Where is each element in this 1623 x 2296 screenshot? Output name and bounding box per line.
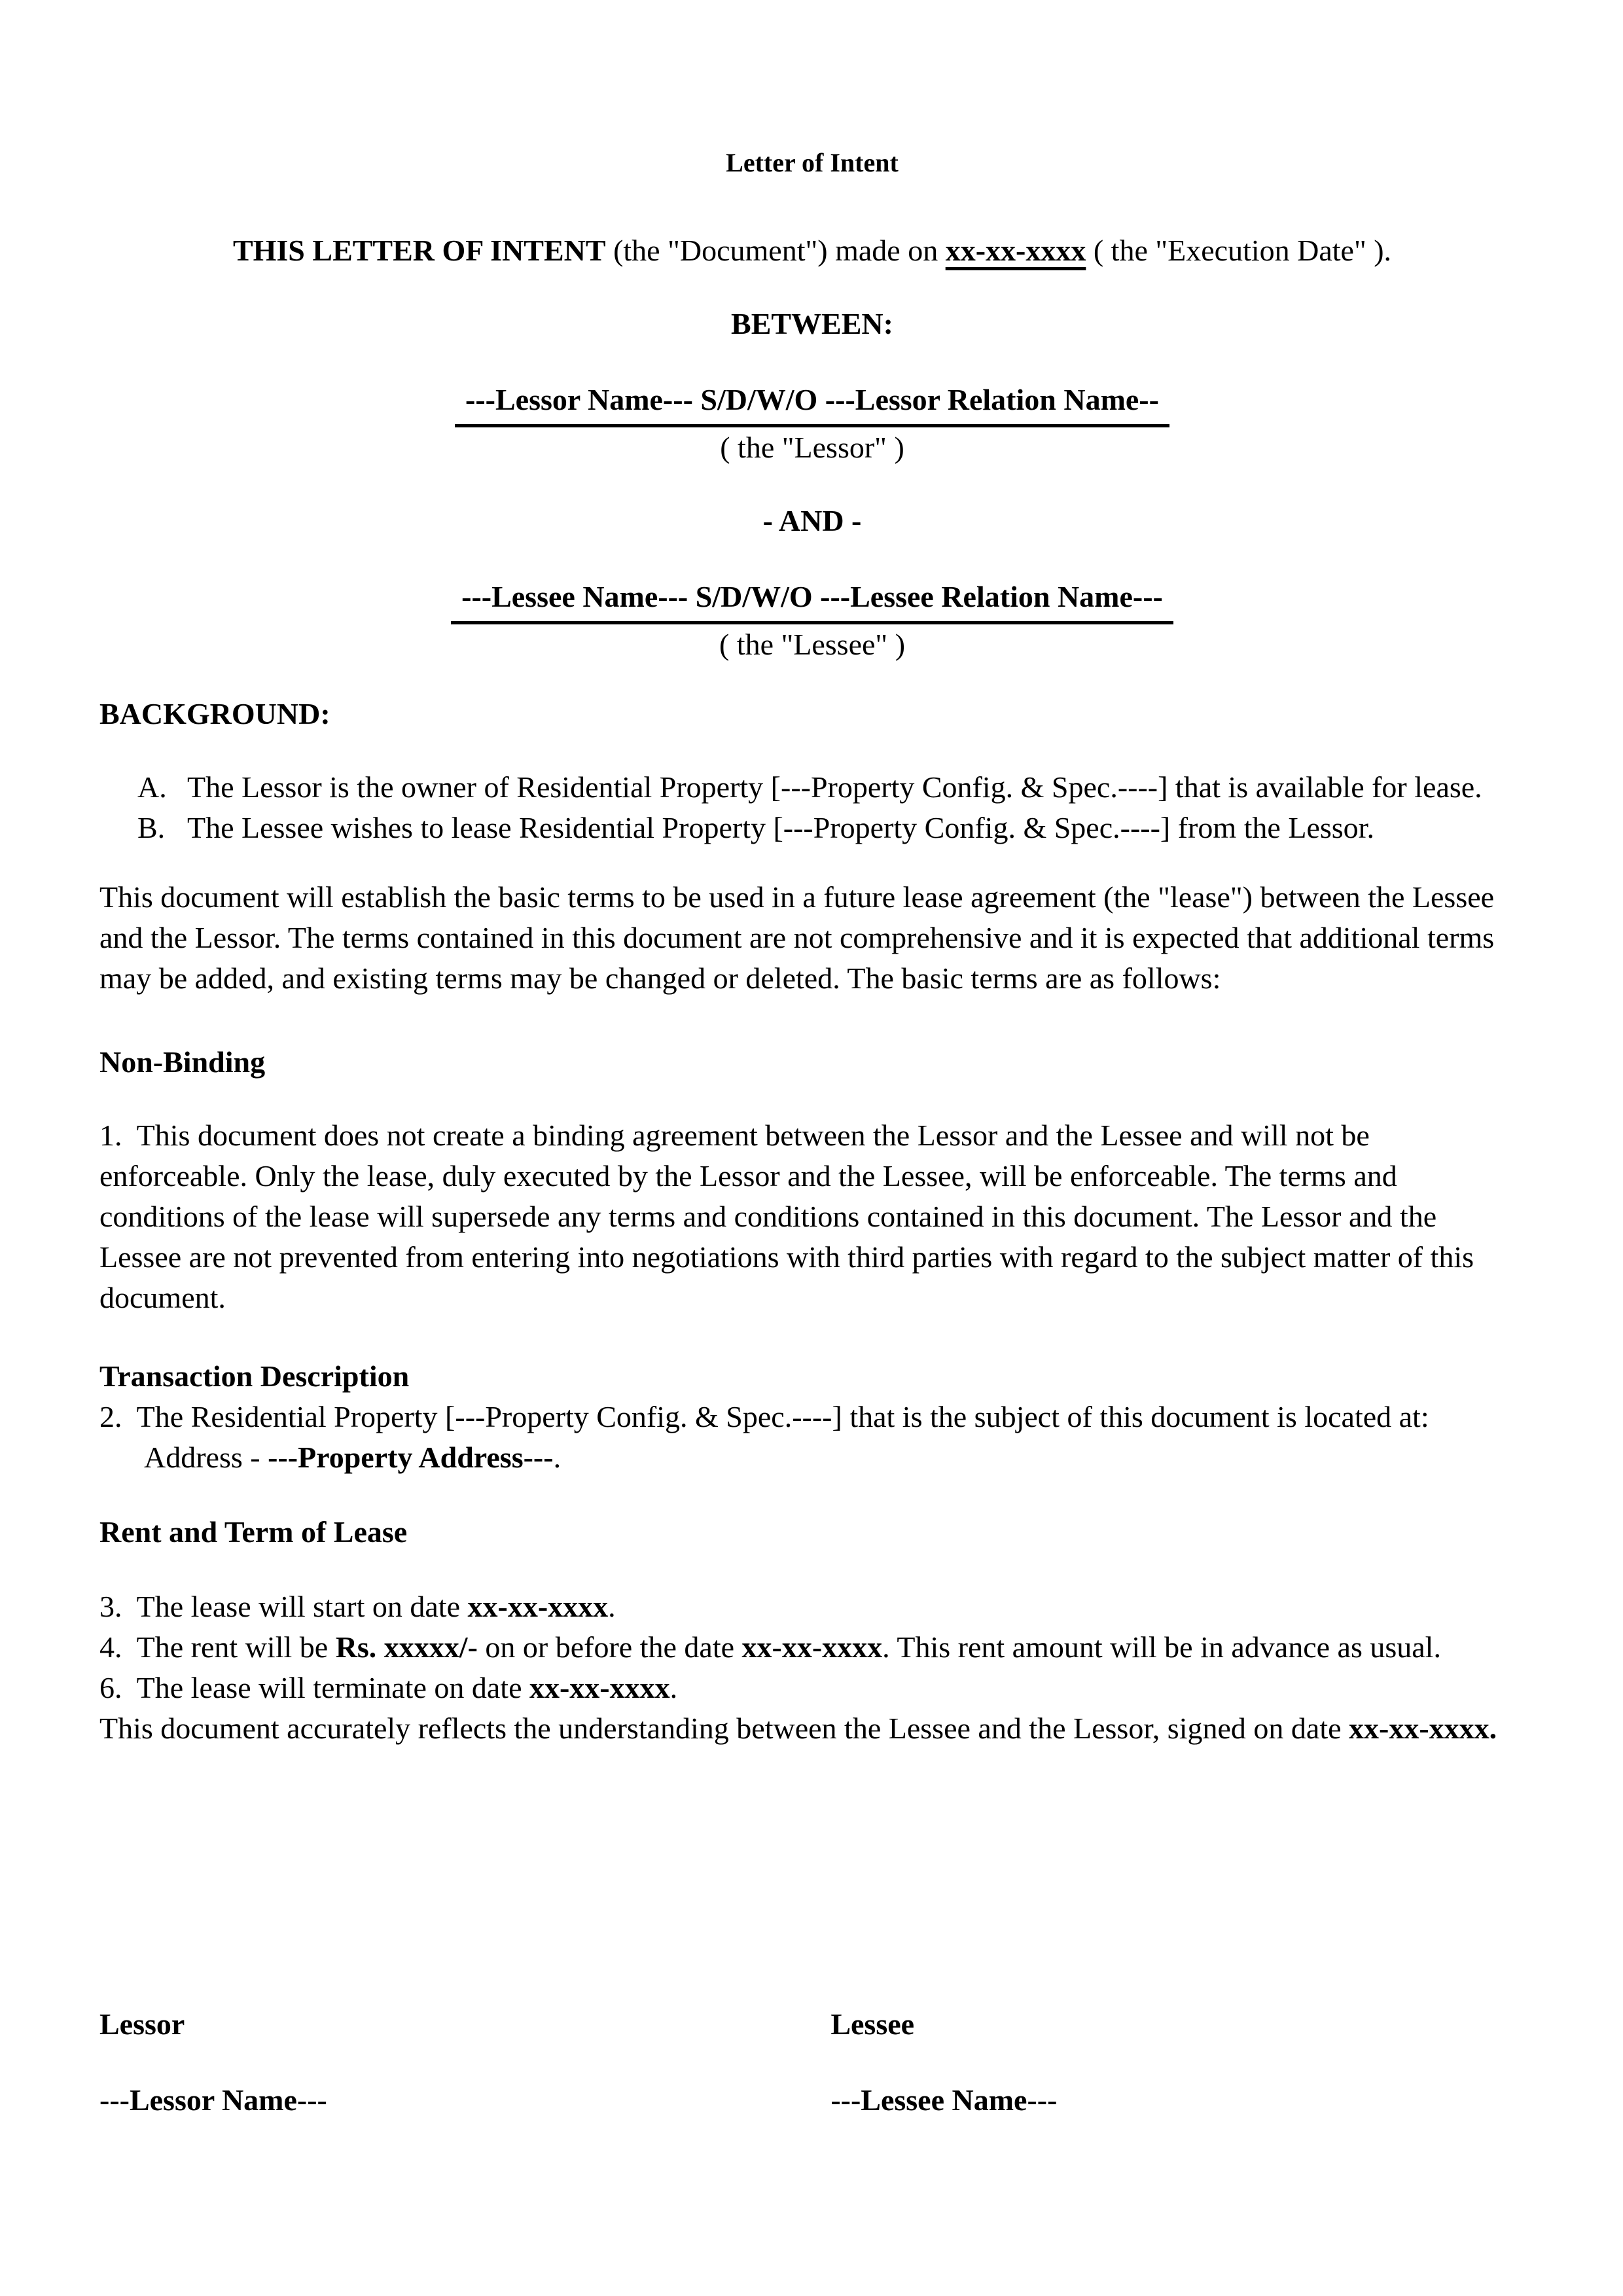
closing-line: This document accurately reflects the understanding between the Lessee and the Lessor, signed on date xx-xx-xxxx. — [99, 1712, 1497, 1745]
clause-3: 3. The lease will start on date xx-xx-xxxx. — [99, 1590, 616, 1623]
lessee-name: ---Lessee Name--- — [830, 2083, 1058, 2117]
background-item-b-text: The Lessee wishes to lease Residential Property [---Property Config. & Spec.----] from the Lessor. — [187, 811, 1374, 844]
background-item-b-label: B. — [137, 811, 166, 844]
lessor-label: Lessor — [99, 2007, 185, 2041]
clause-1: 1. This document does not create a binding agreement between the Lessor and the Lessee and will not be enforceable. Only the lease, duly executed by the Lessor and the Lessee, will be enforceable. The terms and conditions of the lease will supersede any terms and conditions contained in this document. The Lessor and the Lessee are not prevented from entering into negotiations with third parties with regard to the subject matter of this document. — [99, 1119, 1474, 1314]
lessee-label: Lessee — [830, 2007, 915, 2041]
background-paragraph: This document will establish the basic terms to be used in a future lease agreement (the "lease") between the Lessee and the Lessor. The terms contained in this document are not comprehensive and it is expected that additional terms may be added, and existing terms may be changed or deleted. The basic terms are as follows: — [99, 880, 1495, 995]
lessee-headline — [99, 577, 1525, 624]
rent-heading: Rent and Term of Lease — [99, 1515, 408, 1549]
background-heading: BACKGROUND: — [99, 697, 330, 730]
signature-labels-row — [99, 2004, 1525, 2045]
signature-names-row — [99, 2080, 1525, 2121]
clause-6: 6. The lease will terminate on date xx-xx-xxxx. — [99, 1671, 678, 1704]
and-separator: - AND - — [762, 504, 862, 537]
clause-2: 2. The Residential Property [---Property Config. & Spec.----] that is the subject of this document is located at: — [99, 1400, 1429, 1433]
lessor-headline — [99, 380, 1525, 427]
background-item-a — [99, 767, 1525, 808]
intro-line: THIS LETTER OF INTENT (the "Document") made on xx-xx-xxxx ( the "Execution Date" ). — [232, 234, 1392, 267]
between-label: BETWEEN: — [731, 307, 893, 340]
signature-block — [99, 2004, 1525, 2121]
background-list — [99, 767, 1525, 848]
lessee-subline: ( the "Lessee" ) — [719, 628, 906, 661]
background-item-a-label: A. — [137, 770, 167, 804]
lessee-headline-text: ---Lessee Name--- S/D/W/O ---Lessee Relation Name--- — [451, 577, 1173, 624]
lessor-headline-text: ---Lessor Name--- S/D/W/O ---Lessor Relation Name-- — [455, 380, 1169, 427]
address-line: Address - ---Property Address---. — [144, 1441, 562, 1474]
transaction-heading: Transaction Description — [99, 1359, 410, 1393]
non-binding-heading: Non-Binding — [99, 1045, 266, 1079]
lessor-name: ---Lessor Name--- — [99, 2083, 327, 2117]
lessor-subline: ( the "Lessor" ) — [720, 431, 904, 464]
background-item-b — [99, 808, 1525, 848]
clause-4: 4. The rent will be Rs. xxxxx/- on or before the date xx-xx-xxxx. This rent amount will be in advance as usual. — [99, 1630, 1441, 1664]
background-item-a-text: The Lessor is the owner of Residential Property [---Property Config. & Spec.----] that is available for lease. — [187, 770, 1482, 804]
document-title: Letter of Intent — [726, 148, 899, 177]
